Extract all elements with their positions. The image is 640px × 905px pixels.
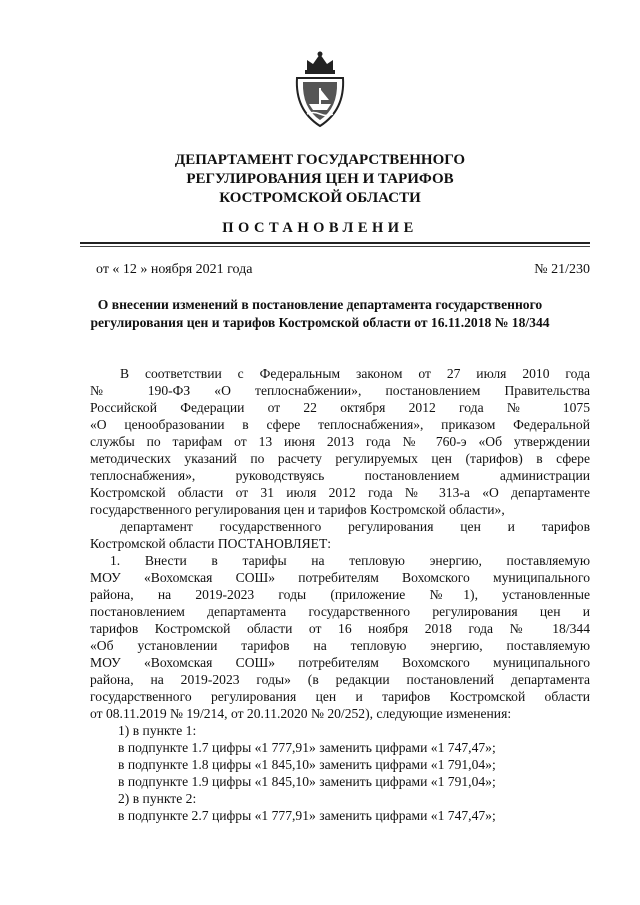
body-line: от 08.11.2019 № 19/214, от 20.11.2020 № 20/252), следующие изменения:: [90, 706, 512, 721]
body-line: МОУ «Вохомская СОШ» потребителям Вохомского муниципального: [90, 655, 590, 670]
body-line: методических указаний по расчету регулируемых цен (тарифов) в сфере: [90, 451, 590, 466]
body-line: 1) в пункте 1:: [118, 723, 197, 738]
body-line: «О ценообразовании в сфере теплоснабжения», приказом Федеральной: [90, 417, 590, 432]
body-line: № 190-ФЗ «О теплоснабжении», постановлением Правительства: [90, 383, 590, 398]
body-line: постановлением департамента государственного регулирования цен и: [90, 604, 590, 619]
body-line: 1. Внести в тарифы на тепловую энергию, поставляемую: [110, 553, 590, 568]
body-line: В соответствии с Федеральным законом от 27 июля 2010 года: [120, 366, 590, 381]
body-line: тарифов Костромской области от 16 ноября 2018 года № 18/344: [90, 621, 590, 636]
body-line: государственного регулирования цен и тарифов Костромской области: [90, 689, 590, 704]
body-line: района, на 2019-2023 годы (приложение №1), установленные: [90, 587, 590, 602]
body-line: в подпункте 2.7 цифры «1 777,91» заменить цифрами «1 747,47»;: [118, 808, 496, 823]
coat-of-arms-emblem: [293, 50, 347, 130]
department-name-line-2: РЕГУЛИРОВАНИЯ ЦЕН И ТАРИФОВ: [186, 171, 454, 187]
document-date: от « 12 » ноября 2021 года: [96, 262, 253, 277]
body-line: департамент государственного регулирования цен и тарифов: [120, 519, 590, 534]
body-line: «Об установлении тарифов на тепловую энергию, поставляемую: [90, 638, 590, 653]
header-rule-thick: [80, 242, 590, 244]
document-type-heading: ПОСТАНОВЛЕНИЕ: [222, 220, 418, 236]
document-body: [90, 365, 590, 824]
body-line: государственного регулирования цен и тарифов Костромской области»,: [90, 502, 505, 517]
department-name-line-1: ДЕПАРТАМЕНТ ГОСУДАРСТВЕННОГО: [174, 152, 466, 168]
body-line: Костромской области ПОСТАНОВЛЯЕТ:: [90, 536, 332, 551]
document-title-line-2: регулирования цен и тарифов Костромской области от 16.11.2018 № 18/344: [90, 315, 550, 330]
document-number: № 21/230: [534, 262, 590, 277]
body-line: в подпункте 1.9 цифры «1 845,10» заменить цифрами «1 791,04»;: [118, 774, 496, 789]
body-line: теплоснабжения», руководствуясь постановлением администрации: [90, 468, 590, 483]
header-rule-thin: [80, 246, 590, 247]
body-line: 2) в пункте 2:: [118, 791, 197, 806]
document-title-line-1: О внесении изменений в постановление департамента государственного: [97, 297, 543, 312]
body-line: района, на 2019-2023 годы» (в редакции постановлений департамента: [90, 672, 590, 687]
body-line: Российской Федерации от 22 октября 2012 года № 1075: [90, 400, 590, 415]
department-name-line-3: КОСТРОМСКОЙ ОБЛАСТИ: [219, 190, 421, 206]
body-line: службы по тарифам от 13 июня 2013 года № 760-э «Об утверждении: [90, 434, 590, 449]
body-line: в подпункте 1.7 цифры «1 777,91» заменить цифрами «1 747,47»;: [118, 740, 496, 755]
body-line: в подпункте 1.8 цифры «1 845,10» заменить цифрами «1 791,04»;: [118, 757, 496, 772]
body-line: МОУ «Вохомская СОШ» потребителям Вохомского муниципального: [90, 570, 590, 585]
body-line: Костромской области от 31 июля 2012 года № 313-а «О департаменте: [90, 485, 590, 500]
